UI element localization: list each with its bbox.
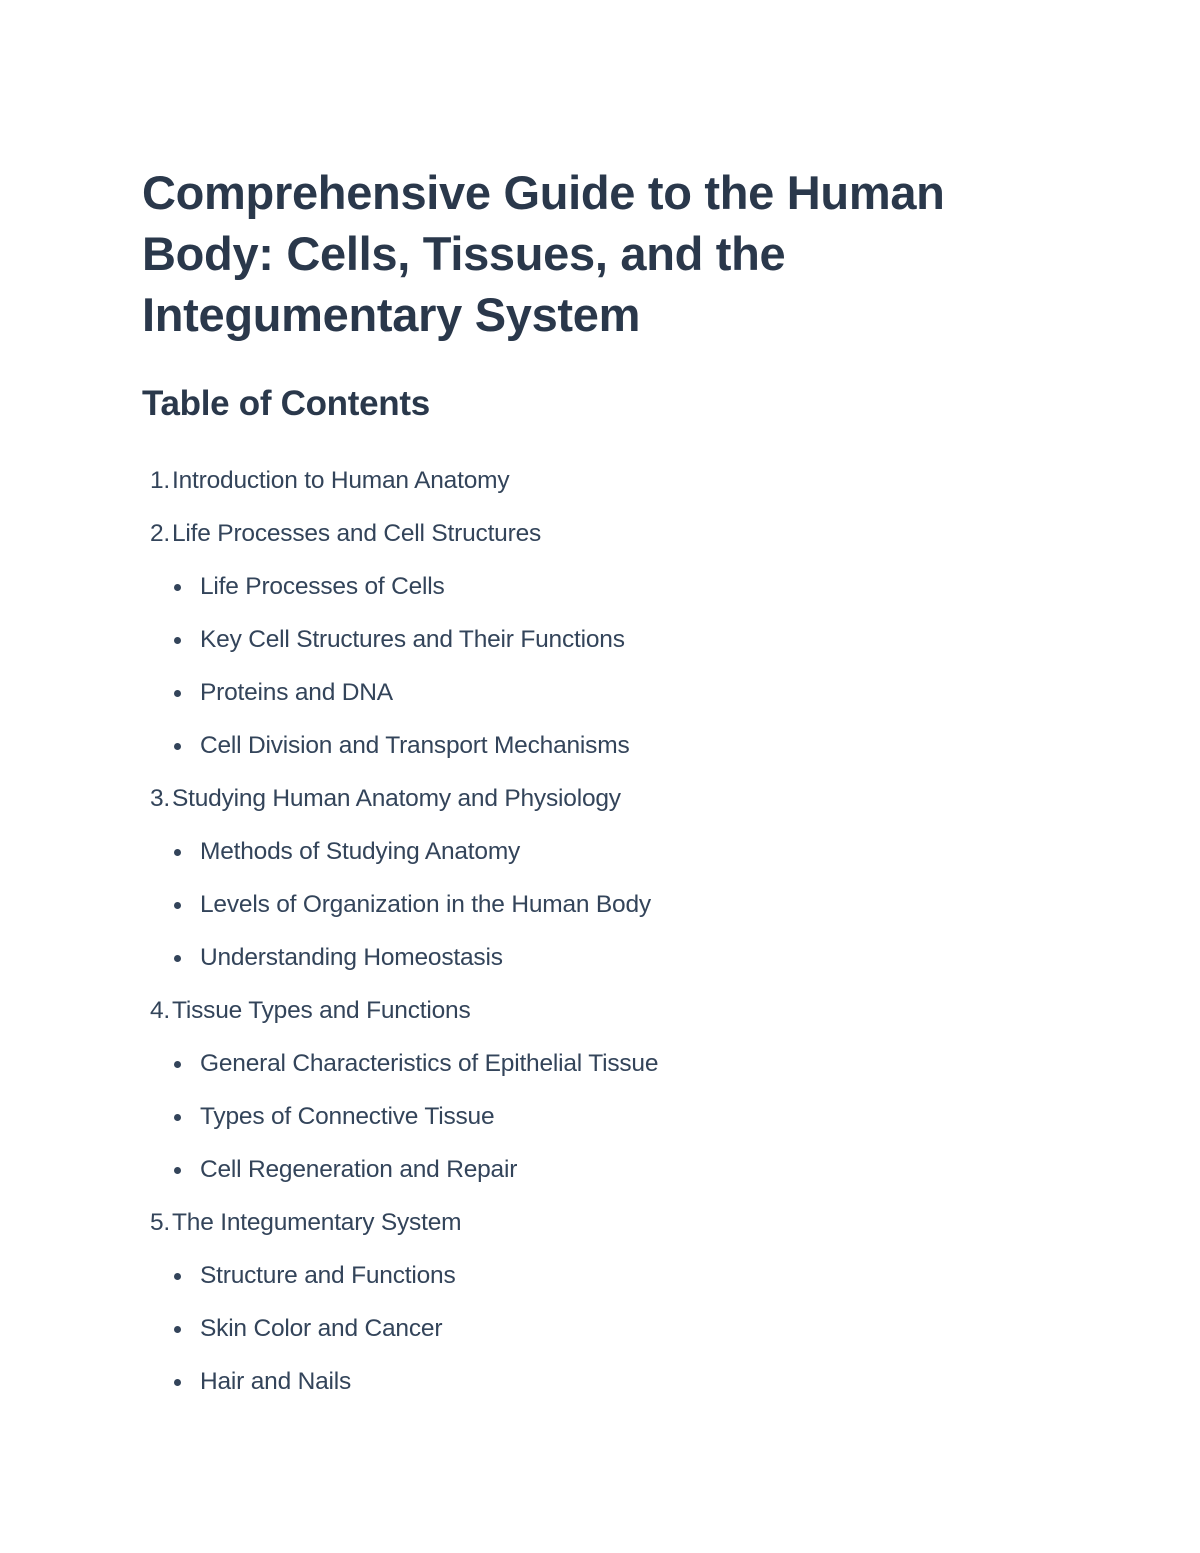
bullet-icon bbox=[174, 743, 181, 750]
bullet-icon bbox=[174, 1379, 181, 1386]
toc-entry-number: 4. bbox=[149, 997, 170, 1024]
toc-entry-5 bbox=[142, 1196, 1042, 1408]
bullet-icon bbox=[174, 1326, 181, 1333]
toc-entry-number: 2. bbox=[149, 520, 170, 547]
toc-subitem-label: Cell Regeneration and Repair bbox=[200, 1155, 518, 1183]
bullet-icon bbox=[174, 1167, 181, 1174]
bullet-icon bbox=[174, 902, 181, 909]
table-of-contents bbox=[142, 454, 1042, 1408]
toc-subitem bbox=[142, 931, 1042, 984]
bullet-icon bbox=[174, 690, 181, 697]
bullet-icon bbox=[174, 955, 181, 962]
toc-entry-label: Life Processes and Cell Structures bbox=[172, 520, 542, 547]
toc-subitem bbox=[142, 1302, 1042, 1355]
toc-subitem-label: Key Cell Structures and Their Functions bbox=[200, 625, 625, 653]
bullet-icon bbox=[174, 584, 181, 591]
toc-subitem-label: Life Processes of Cells bbox=[200, 572, 445, 600]
toc-entry-2 bbox=[142, 507, 1042, 772]
toc-subitem-label: Cell Division and Transport Mechanisms bbox=[200, 731, 630, 759]
toc-entry-label: Introduction to Human Anatomy bbox=[172, 467, 510, 494]
toc-subitem bbox=[142, 878, 1042, 931]
toc-subitem bbox=[142, 825, 1042, 878]
toc-sublist bbox=[142, 825, 1042, 984]
toc-entry-number: 5. bbox=[149, 1209, 170, 1236]
toc-subitem bbox=[142, 719, 1042, 772]
toc-entry-number: 3. bbox=[149, 785, 170, 812]
toc-entry-number: 1. bbox=[149, 467, 170, 494]
toc-subitem-label: Structure and Functions bbox=[200, 1261, 456, 1289]
toc-subitem-label: Types of Connective Tissue bbox=[200, 1102, 495, 1130]
toc-subitem-label: Methods of Studying Anatomy bbox=[200, 837, 521, 865]
bullet-icon bbox=[174, 849, 181, 856]
toc-subitem-label: Levels of Organization in the Human Body bbox=[200, 890, 651, 918]
toc-entry-label: Tissue Types and Functions bbox=[172, 997, 471, 1024]
toc-subitem-label: General Characteristics of Epithelial Tissue bbox=[200, 1049, 659, 1077]
toc-entry-1 bbox=[142, 454, 1042, 507]
toc-subitem bbox=[142, 1249, 1042, 1302]
toc-subitem-label: Understanding Homeostasis bbox=[200, 943, 503, 971]
bullet-icon bbox=[174, 1114, 181, 1121]
bullet-icon bbox=[174, 1273, 181, 1280]
toc-subitem-label: Hair and Nails bbox=[200, 1367, 352, 1395]
toc-entry-4 bbox=[142, 984, 1042, 1196]
bullet-icon bbox=[174, 1061, 181, 1068]
toc-sublist bbox=[142, 560, 1042, 772]
document-page bbox=[142, 162, 1042, 1408]
document-title: Comprehensive Guide to the Human Body: Cells, Tissues, and the Integumentary System bbox=[142, 166, 945, 341]
toc-subitem bbox=[142, 1143, 1042, 1196]
bullet-icon bbox=[174, 637, 181, 644]
toc-heading: Table of Contents bbox=[142, 384, 430, 423]
toc-subitem-label: Skin Color and Cancer bbox=[200, 1314, 443, 1342]
toc-subitem bbox=[142, 1355, 1042, 1408]
toc-subitem bbox=[142, 560, 1042, 613]
toc-subitem-label: Proteins and DNA bbox=[200, 678, 393, 706]
toc-subitem bbox=[142, 1037, 1042, 1090]
toc-sublist bbox=[142, 1037, 1042, 1196]
toc-subitem bbox=[142, 666, 1042, 719]
toc-entry-label: The Integumentary System bbox=[172, 1209, 462, 1236]
toc-subitem bbox=[142, 613, 1042, 666]
toc-subitem bbox=[142, 1090, 1042, 1143]
toc-entry-3 bbox=[142, 772, 1042, 984]
toc-sublist bbox=[142, 1249, 1042, 1408]
toc-entry-label: Studying Human Anatomy and Physiology bbox=[172, 785, 621, 812]
